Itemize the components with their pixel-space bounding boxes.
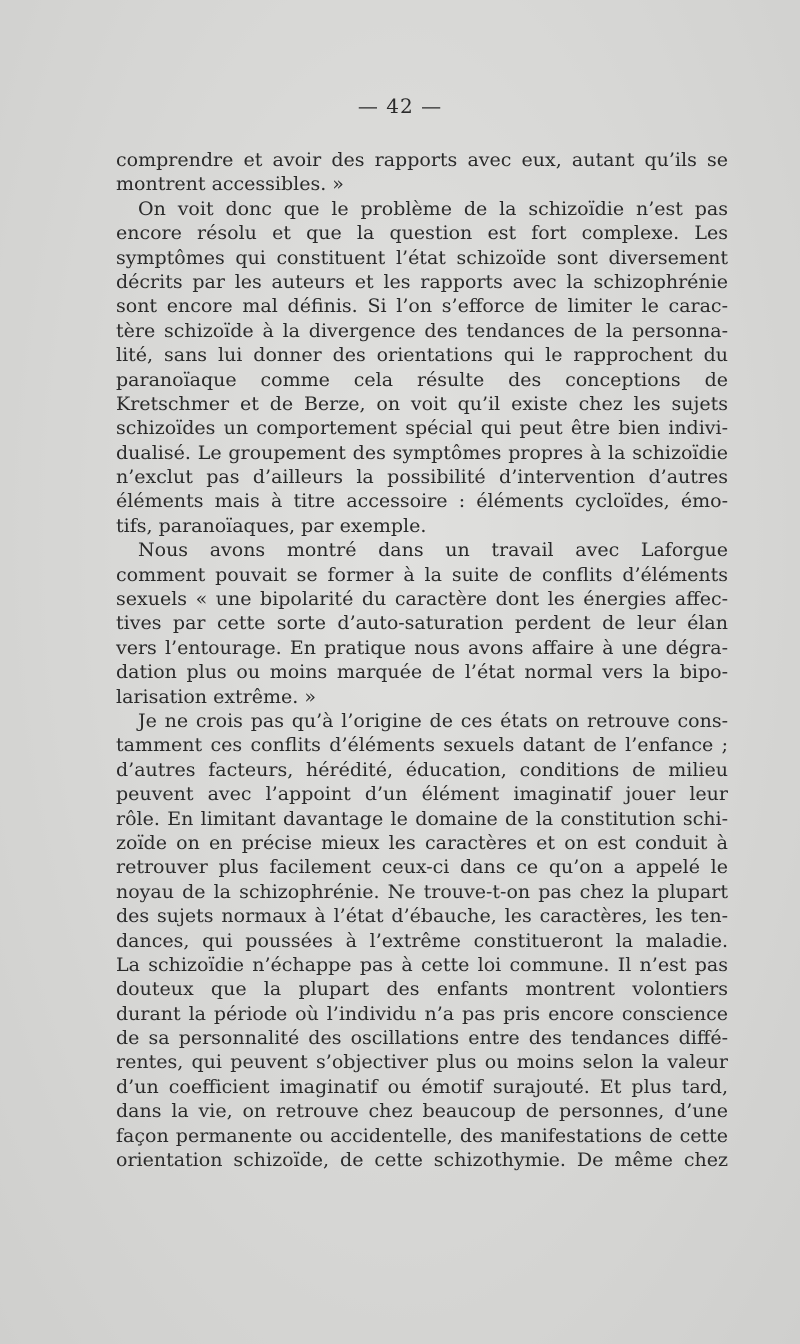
text-line: tamment ces conflits d’éléments sexuels datant de l’enfance ; [116, 734, 728, 757]
text-line: Nous avons montré dans un travail avec Laforgue [138, 539, 728, 562]
text-line: Je ne crois pas qu’à l’origine de ces états on retrouve cons- [138, 709, 728, 732]
text-line: dualisé. Le groupement des symptômes propres à la schizoïdie [116, 441, 728, 464]
text-line: d’un coefficient imaginatif ou émotif surajouté. Et plus tard, [116, 1075, 728, 1098]
text-line: schizoïdes un comportement spécial qui peut être bien indivi- [116, 417, 728, 440]
text-line: On voit donc que le problème de la schizoïdie n’est pas [138, 197, 728, 220]
text-line: noyau de la schizophrénie. Ne trouve-t-on pas chez la plupart [116, 880, 728, 903]
text-line: tère schizoïde à la divergence des tendances de la personna- [116, 319, 728, 342]
text-line: durant la période où l’individu n’a pas pris encore conscience [116, 1002, 728, 1025]
text-line: sexuels « une bipolarité du caractère dont les énergies affec- [116, 588, 728, 611]
text-line: montrent accessibles. » [116, 173, 344, 196]
text-line: tifs, paranoïaques, par exemple. [116, 514, 427, 537]
text-line: d’autres facteurs, hérédité, éducation, conditions de milieu [116, 758, 728, 781]
text-line: encore résolu et que la question est fort complexe. Les [116, 222, 728, 245]
text-line: façon permanente ou accidentelle, des manifestations de cette [116, 1124, 728, 1147]
text-line: rôle. En limitant davantage le domaine de la constitution schi- [116, 807, 728, 830]
text-line: éléments mais à titre accessoire : éléments cycloïdes, émo- [116, 490, 728, 513]
text-line: retrouver plus facilement ceux-ci dans ce qu’on a appelé le [116, 856, 728, 879]
text-line: comment pouvait se former à la suite de conflits d’éléments [116, 563, 728, 586]
text-line: zoïde on en précise mieux les caractères et on est conduit à [116, 831, 728, 854]
text-line: peuvent avec l’appoint d’un élément imaginatif jouer leur [116, 783, 728, 806]
text-line: sont encore mal définis. Si l’on s’efforce de limiter le carac- [116, 295, 728, 318]
text-line: orientation schizoïde, de cette schizothymie. De même chez [116, 1149, 728, 1172]
text-line: symptômes qui constituent l’état schizoïde sont diversement [116, 246, 728, 269]
page-number: — 42 — [357, 94, 443, 118]
text-line: dans la vie, on retrouve chez beaucoup de personnes, d’une [116, 1100, 728, 1123]
text-line: comprendre et avoir des rapports avec eux, autant qu’ils se [116, 149, 728, 171]
text-line: tives par cette sorte d’auto-saturation perdent de leur élan [116, 612, 728, 635]
text-line: paranoïaque comme cela résulte des conceptions de [116, 368, 728, 391]
text-line: rentes, qui peuvent s’objectiver plus ou moins selon la valeur [116, 1051, 728, 1074]
text-line: des sujets normaux à l’état d’ébauche, les caractères, les ten- [116, 905, 728, 928]
text-line: lité, sans lui donner des orientations qui le rapprochent du [116, 344, 728, 367]
text-line: dances, qui poussées à l’extrême constitueront la maladie. [116, 929, 728, 952]
text-line: décrits par les auteurs et les rapports avec la schizophrénie [116, 270, 728, 293]
text-line: La schizoïdie n’échappe pas à cette loi commune. Il n’est pas [116, 953, 728, 976]
body-text [116, 148, 728, 1172]
text-line: de sa personnalité des oscillations entre des tendances diffé- [116, 1027, 728, 1050]
text-line: dation plus ou moins marquée de l’état normal vers la bipo- [116, 661, 728, 684]
text-line: larisation extrême. » [116, 685, 316, 708]
text-line: n’exclut pas d’ailleurs la possibilité d’intervention d’autres [116, 466, 728, 489]
text-line: Kretschmer et de Berze, on voit qu’il existe chez les sujets [116, 392, 728, 415]
text-line: douteux que la plupart des enfants montrent volontiers [116, 978, 728, 1001]
text-line: vers l’entourage. En pratique nous avons affaire à une dégra- [116, 636, 728, 659]
